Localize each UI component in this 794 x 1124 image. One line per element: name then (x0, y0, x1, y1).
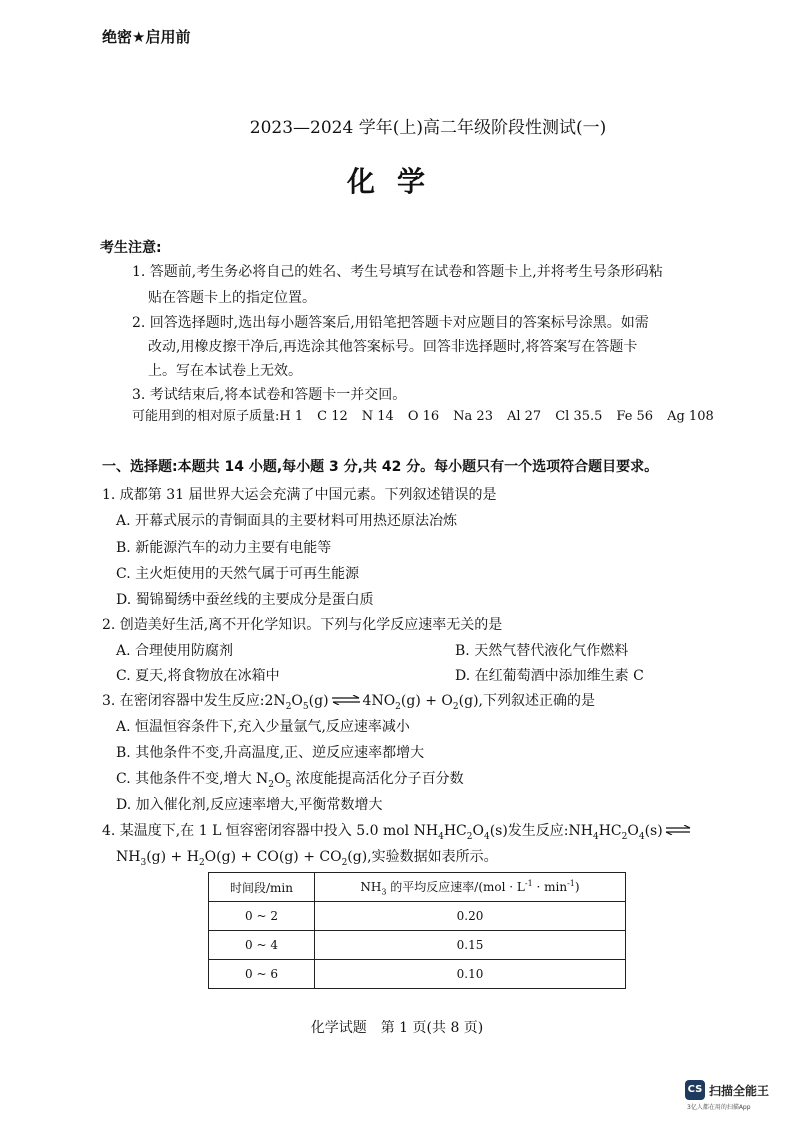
stem-part: O (627, 823, 639, 839)
atomic-mass: Ag 108 (667, 409, 714, 424)
stem-part: (g) + H (146, 849, 199, 865)
stem-part: 4. 某温度下,在 1 L 恒容密闭容器中投入 5.0 mol NH (102, 823, 439, 839)
option-part: C. 其他条件不变,增大 N (116, 771, 269, 787)
question-4-stem-line-2: $NH_3(g) + H_2O(g) + CO(g) + CO_2(g)$,实验数据如表所示。 (116, 849, 498, 868)
question-3-option-b: B. 其他条件不变,升高温度,正、逆反应速率都增大 (116, 745, 425, 761)
question-3-option-a: A. 恒温恒容条件下,充入少量氩气,反应速率减小 (116, 719, 410, 735)
stem-part: O (472, 823, 484, 839)
question-2-stem: 2. 创造美好生活,离不开化学知识。下列与化学反应速率无关的是 (102, 617, 503, 633)
equilibrium-arrow-icon (665, 823, 691, 839)
page-footer: 化学试题 第 1 页(共 8 页) (310, 1020, 484, 1036)
stem-part: O(g) + CO(g) + CO (204, 849, 342, 865)
subject-title: 化学 (346, 165, 447, 198)
notice-line: 2. 回答选择题时,选出每小题答案后,用铅笔把答题卡对应题目的答案标号涂黑。如需 (132, 315, 649, 331)
table-row (209, 931, 626, 960)
table-cell-rate: 0.15 (315, 931, 626, 960)
atomic-mass: Cl 35.5 (555, 409, 603, 424)
header-part: 的平均反应速率/(mol · L (386, 879, 525, 894)
question-1-option-d: D. 蜀锦蜀绣中蚕丝线的主要成分是蛋白质 (116, 592, 374, 608)
option-part: 浓度能提高活化分子百分数 (291, 771, 464, 787)
stem-part: 3. 在密闭容器中发生反应:2N (102, 693, 286, 709)
scanner-tagline: 3亿人都在用的扫描App (687, 1104, 751, 1111)
stem-part: (s) (644, 823, 663, 839)
stem-part: NH (116, 849, 141, 865)
table-cell-rate: 0.10 (315, 960, 626, 989)
notice-line: 上。写在本试卷上无效。 (148, 363, 302, 379)
question-2-option-a: A. 合理使用防腐剂 (116, 643, 234, 659)
atomic-masses-label: 可能用到的相对原子质量: (132, 409, 280, 424)
table-row (209, 902, 626, 931)
question-3-option-d: D. 加入催化剂,反应速率增大,平衡常数增大 (116, 797, 383, 813)
notice-title: 考生注意: (100, 240, 162, 256)
question-1-stem: 1. 成都第 31 届世界大运会充满了中国元素。下列叙述错误的是 (102, 487, 497, 503)
question-1-option-a: A. 开幕式展示的青铜面具的主要材料可用热还原法冶炼 (116, 513, 458, 529)
exam-title (0, 113, 794, 138)
atomic-mass: Fe 56 (616, 409, 654, 424)
stem-part: (g) (308, 693, 329, 709)
table-header-period: 时间段/min (209, 873, 315, 902)
table-header-rate: $NH_3$ 的平均反应速率$/(mol \cdot L^{-1} \cdot \min^{-1})$ (315, 873, 626, 902)
atomic-mass: Al 27 (506, 409, 542, 424)
question-2-option-b: B. 天然气替代液化气作燃料 (455, 643, 629, 659)
atomic-mass: H 1 (279, 409, 304, 424)
question-4-stem-line-1: 4. 某温度下,在 1 L 恒容密闭容器中投入 5.0 mol $NH_4HC_2O_4(s)$发生反应$:NH_4HC_2O_4(s)$ (102, 820, 691, 842)
atomic-mass: Na 23 (453, 409, 493, 424)
section-heading: 一、选择题:本题共 14 小题,每小题 3 分,共 42 分。每小题只有一个选项符合题目要求。 (102, 459, 659, 475)
notice-line: 贴在答题卡上的指定位置。 (148, 290, 316, 306)
table-cell-period: 0 ~ 4 (209, 931, 315, 960)
table-cell-period: 0 ~ 2 (209, 902, 315, 931)
question-1-option-c: C. 主火炬使用的天然气属于可再生能源 (116, 566, 360, 582)
table-cell-period: 0 ~ 6 (209, 960, 315, 989)
atomic-masses (132, 405, 728, 424)
rate-table (208, 872, 626, 989)
notice-line: 1. 答题前,考生务必将自己的姓名、考生号填写在试卷和答题卡上,并将考生号条形码粘 (132, 264, 663, 280)
stem-part: (g),实验数据如表所示。 (347, 849, 498, 865)
question-1-option-b: B. 新能源汽车的动力主要有电能等 (116, 540, 332, 556)
stem-part: (g),下列叙述正确的是 (458, 693, 595, 709)
stem-part: HC (598, 823, 622, 839)
question-2-option-d: D. 在红葡萄酒中添加维生素 C (455, 668, 644, 684)
header-part: ) (574, 879, 580, 894)
equilibrium-arrow-icon (331, 693, 361, 709)
scanner-watermark (685, 1080, 777, 1112)
header-part: NH (360, 879, 382, 894)
camscanner-logo-icon: CS (685, 1080, 705, 1100)
stem-part: (s)发生反应:NH (489, 823, 593, 839)
stem-part: HC (443, 823, 467, 839)
question-2-option-c: C. 夏天,将食物放在冰箱中 (116, 668, 280, 684)
notice-line: 3. 考试结束后,将本试卷和答题卡一并交回。 (132, 387, 407, 403)
table-row (209, 960, 626, 989)
atomic-mass: C 12 (317, 409, 348, 424)
question-3-option-c: C. 其他条件不变,增大 $N_2O_5$ 浓度能提高活化分子百分数 (116, 771, 464, 790)
atomic-mass: O 16 (407, 409, 440, 424)
question-3-stem: 3. 在密闭容器中发生反应$:2N_2O_5(g) 4NO_2(g) + O_2(g)$,下列叙述正确的是 (102, 693, 595, 712)
confidential-mark: 绝密★启用前 (102, 28, 191, 46)
table-cell-rate: 0.20 (315, 902, 626, 931)
stem-part: (g) + O (400, 693, 453, 709)
table-header-row (209, 873, 626, 902)
atomic-mass: N 14 (361, 409, 394, 424)
notice-line: 改动,用橡皮擦干净后,再选涂其他答案标号。回答非选择题时,将答案写在答题卡 (148, 339, 638, 355)
exam-title-text: 2023—2024 学年(上)高二年级阶段性测试(一) (249, 118, 607, 138)
stem-part: 4NO (362, 693, 396, 709)
header-part: · min (532, 879, 568, 894)
scanner-app-name: 扫描全能王 (709, 1084, 770, 1098)
